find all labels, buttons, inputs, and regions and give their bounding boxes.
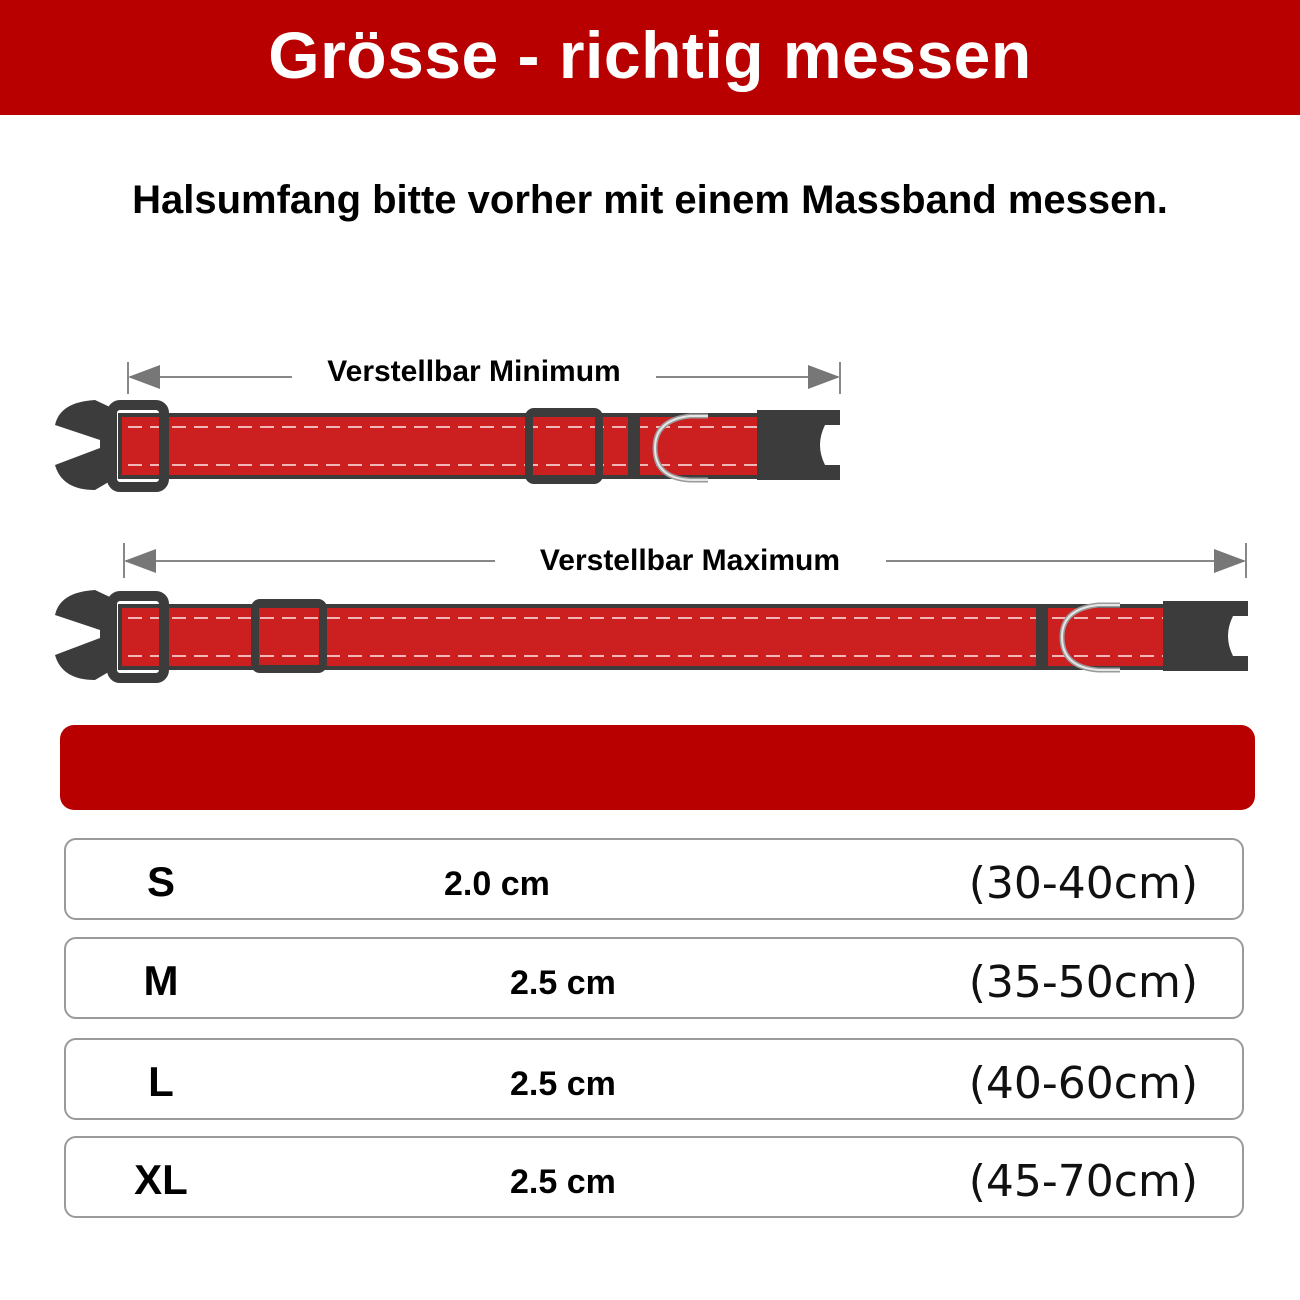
neck-range: (30-40cm) bbox=[968, 858, 1198, 909]
min-label: Verstellbar Minimum bbox=[327, 355, 621, 388]
title-banner bbox=[0, 0, 1300, 115]
strap-width: 2.5 cm bbox=[510, 964, 616, 1002]
measure-instruction: Halsumfang bitte vorher mit einem Massband messen. bbox=[132, 178, 1168, 222]
collar-maximum bbox=[55, 543, 1248, 680]
max-label: Verstellbar Maximum bbox=[539, 544, 841, 577]
size-label: M bbox=[143, 957, 179, 1004]
buckle-socket-icon bbox=[757, 410, 840, 480]
size-row-m bbox=[64, 937, 1244, 1019]
size-label: XL bbox=[134, 1156, 188, 1203]
size-row-xl bbox=[64, 1136, 1244, 1218]
strap-width: 2.5 cm bbox=[510, 1163, 616, 1201]
strap-width: 2.0 cm bbox=[444, 865, 550, 903]
size-label: S bbox=[146, 858, 175, 905]
size-table-header bbox=[60, 725, 1255, 810]
size-row-l bbox=[64, 1038, 1244, 1120]
buckle-socket-icon bbox=[1163, 601, 1248, 671]
size-row-s bbox=[64, 838, 1244, 920]
collar-diagram bbox=[0, 330, 1300, 710]
size-label: L bbox=[148, 1058, 174, 1105]
collar-minimum bbox=[55, 355, 840, 490]
neck-range: (45-70cm) bbox=[968, 1156, 1198, 1207]
neck-range: (35-50cm) bbox=[968, 957, 1198, 1008]
page-title: Grösse - richtig messen bbox=[268, 17, 1032, 92]
neck-range: (40-60cm) bbox=[968, 1058, 1198, 1109]
strap-width: 2.5 cm bbox=[510, 1065, 616, 1103]
